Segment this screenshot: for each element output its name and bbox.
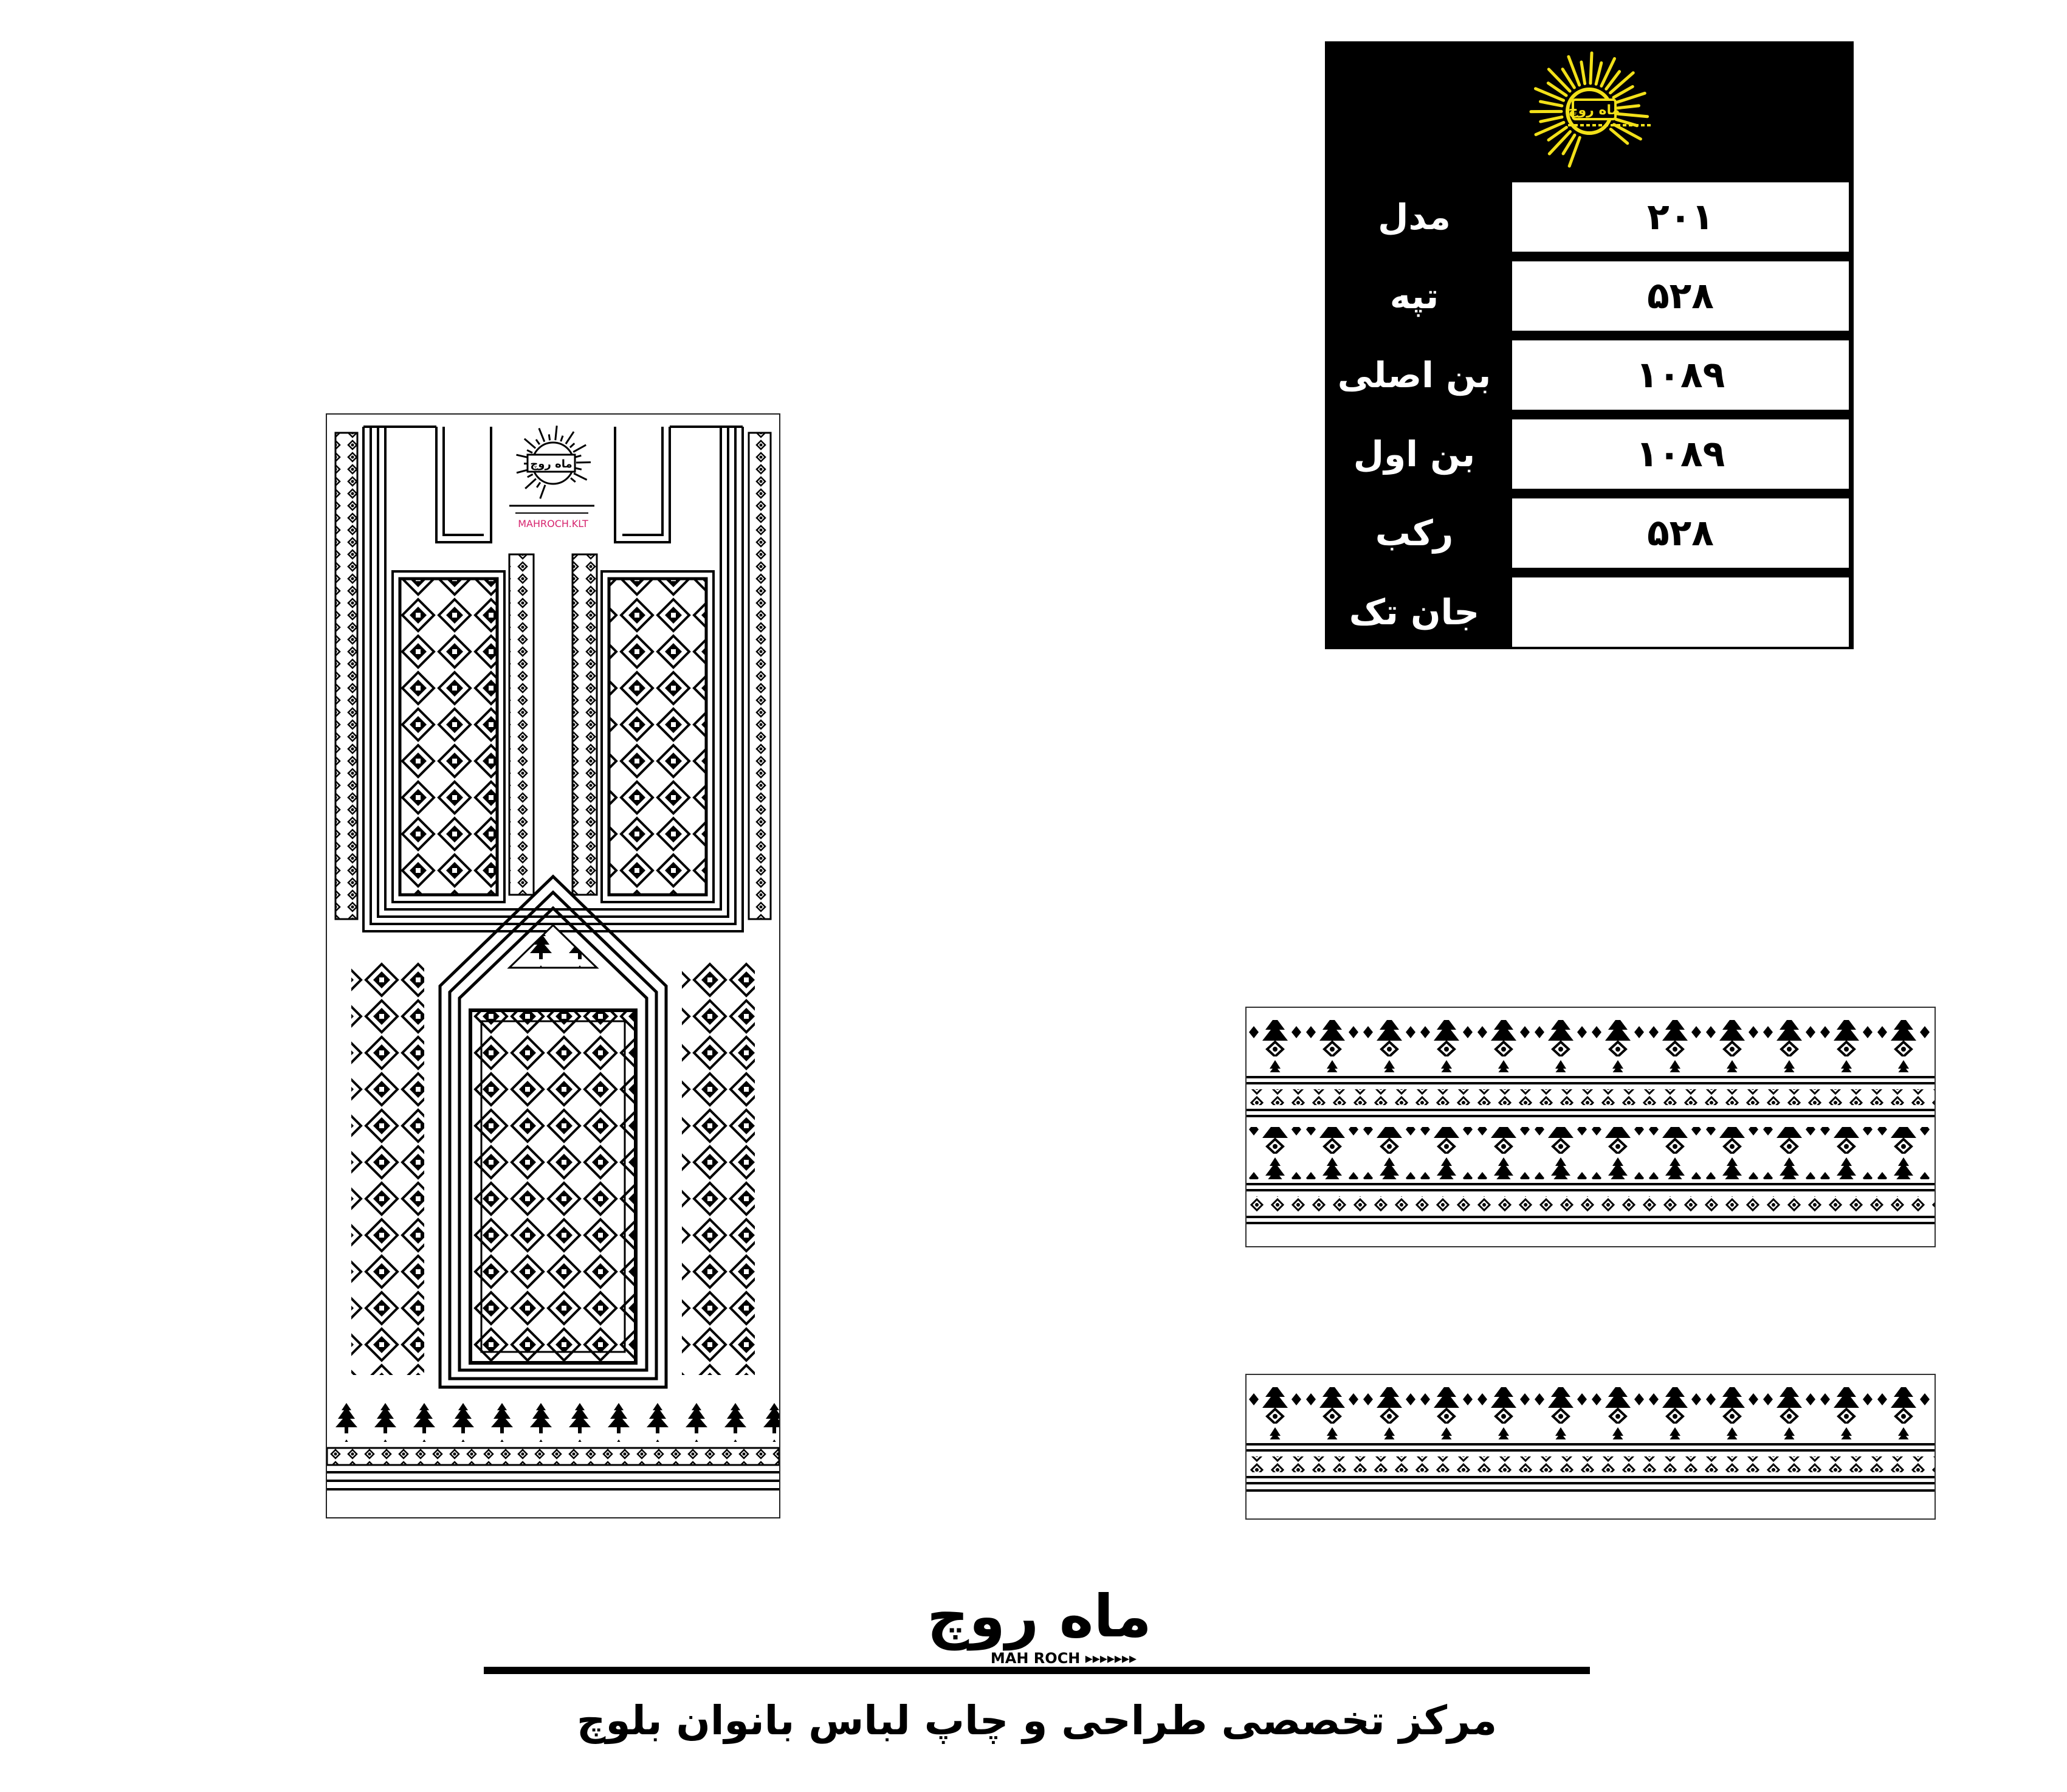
embroidery-dress-icon xyxy=(327,415,779,1517)
double-border-strip xyxy=(1245,1007,1936,1247)
mahroch-logo xyxy=(912,1580,1167,1672)
embroidery-border-icon xyxy=(1247,1375,1935,1518)
neck-label xyxy=(509,426,594,529)
spec-label: بن اصلی xyxy=(1337,354,1491,396)
spec-row xyxy=(1325,177,1854,257)
neck-label-url: MAHROCH.KLT xyxy=(518,518,588,529)
spec-row xyxy=(1325,494,1854,573)
logo-wordmark: ماه روچ xyxy=(927,1582,1152,1650)
spec-label: جان تک xyxy=(1349,591,1480,633)
sun-logo-icon xyxy=(1325,41,1854,175)
single-border-strip xyxy=(1245,1374,1936,1520)
spec-label: مدل xyxy=(1378,196,1451,238)
garment-pattern-panel xyxy=(326,413,780,1518)
spec-value: ۱۰۸۹ xyxy=(1512,340,1849,410)
spec-row xyxy=(1325,336,1854,415)
spec-table xyxy=(1325,41,1854,649)
logo-subtext: MAH ROCH ▸▸▸▸▸▸▸ xyxy=(990,1650,1137,1667)
embroidery-border-icon xyxy=(1247,1008,1935,1246)
spec-row xyxy=(1325,257,1854,336)
spec-value: ۲۰۱ xyxy=(1512,182,1849,252)
neck-logo-text: ماه روچ xyxy=(530,458,573,470)
spec-label: رکب xyxy=(1375,512,1454,554)
spec-row xyxy=(1325,415,1854,494)
spec-value: ۵۲۸ xyxy=(1512,498,1849,568)
logo-mark-text: ماه روچ xyxy=(1568,103,1620,118)
spec-label: بن اول xyxy=(1353,433,1476,475)
spec-value: ۱۰۸۹ xyxy=(1512,419,1849,489)
spec-row xyxy=(1325,573,1854,652)
spec-value xyxy=(1512,577,1849,647)
brand-logo-cell xyxy=(1325,41,1854,175)
spec-label: تپه xyxy=(1389,275,1439,317)
footer-divider xyxy=(484,1667,1590,1674)
footer-tagline: مرکز تخصصی طراحی و چاپ لباس بانوان بلوچ xyxy=(576,1697,1498,1744)
spec-value: ۵۲۸ xyxy=(1512,261,1849,331)
